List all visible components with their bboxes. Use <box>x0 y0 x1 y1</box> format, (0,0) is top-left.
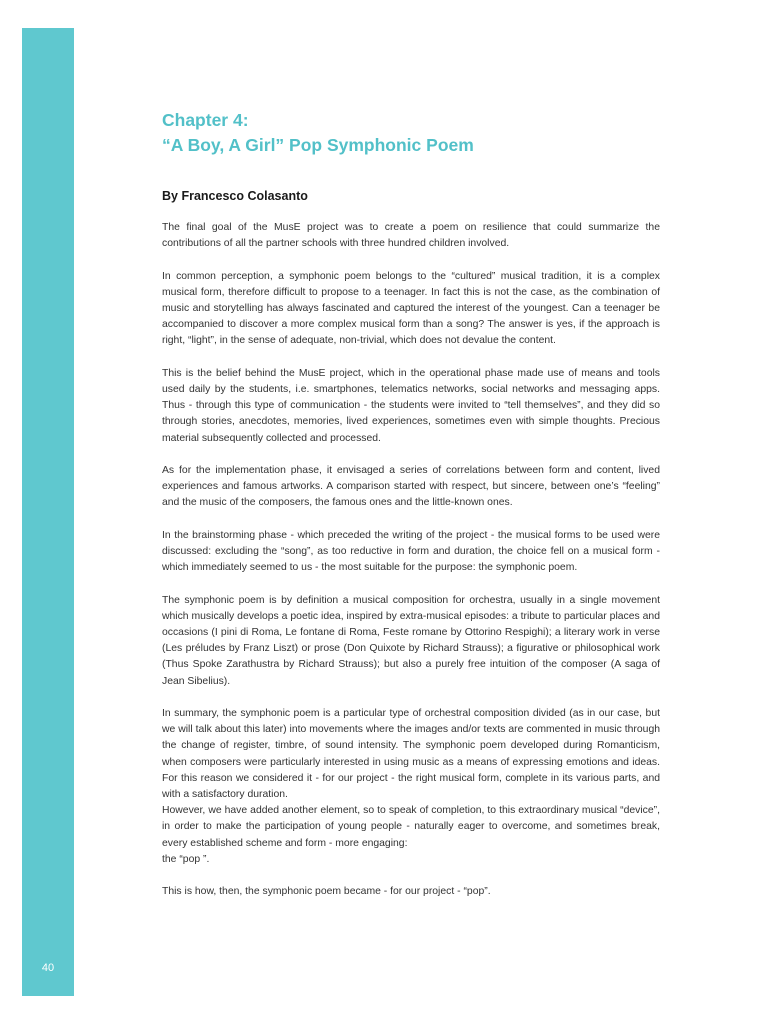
chapter-number: Chapter 4: <box>162 110 249 130</box>
paragraph-brainstorming: In the brainstorming phase - which preceded the writing of the project - the musical forms to be used were discussed: excluding the “song”, as too reductive in form and duration, the choice fell on a musical form - which immediately seemed to us - the most suitable for the purpose: the symphonic poem. <box>162 529 660 574</box>
paragraph-definition: The symphonic poem is by definition a musical composition for orchestra, usually in a single movement which musically develops a poetic idea, inspired by extra-musical episodes: a tribute to particular places and occasions (I pini di Roma, Le fontane di Roma, Feste romane by Ottorino Respighi); a literary work in verse (Les préludes by Franz Liszt) or prose (Don Quixote by Richard Strauss); a figurative or philosophical work (Thus Spoke Zarathustra by Richard Strauss); but also a purely free intuition of the composer (A saga of Jean Sibelius). <box>162 594 660 687</box>
paragraph-however: However, we have added another element, so to speak of completion, to this extraordinary musical “device”, in order to make the participation of young people - naturally eager to overcome, and sometimes break, every established scheme and form - more engaging: <box>162 805 660 849</box>
side-accent-bar <box>22 28 74 996</box>
chapter-title: “A Boy, A Girl” Pop Symphonic Poem <box>162 135 474 155</box>
paragraph-belief: This is the belief behind the MusE project, which in the operational phase made use of means and tools used daily by the students, i.e. smartphones, telematics networks, social networks and messaging apps. Thus - through this type of communication - the students were invited to “tell themselves”, and they did so through stories, anecdotes, memories, lived experiences, sometimes even with simple thoughts. Precious material subsequently collected and processed. <box>162 367 660 444</box>
author-byline: By Francesco Colasanto <box>162 189 308 203</box>
paragraph-implementation: As for the implementation phase, it envisaged a series of correlations between form and content, lived experiences and famous artworks. A comparison started with respect, but sincere, between one’s “feeling” and the music of the composers, the famous ones and the little-known ones. <box>162 465 660 509</box>
paragraph-final-goal: The final goal of the MusE project was to create a poem on resilience that could summarize the contributions of all the partner schools with three hundred children involved. <box>162 222 660 250</box>
paragraph-common-perception: In common perception, a symphonic poem belongs to the “cultured” musical tradition, it is a complex musical form, therefore difficult to propose to a teenager. In fact this is not the case, as the combination of music and storytelling has always fascinated and captured the interest of the youngest. Can a teenager be accompanied to discover a more complex musical form than a song? The answer is yes, if the approach is right, “light”, in the sense of adequate, non-trivial, which does not devalue the content. <box>162 270 660 347</box>
paragraph-conclusion: This is how, then, the symphonic poem became - for our project - “pop”. <box>162 886 491 898</box>
paragraph-summary: In summary, the symphonic poem is a particular type of orchestral composition divided (as in our case, but we will talk about this later) into movements where the images and/or texts are commented in music through the change of register, timbre, of sound intensity. The symphonic poem developed during Romanticism, when composers were particularly interested in using music as a means of expressing emotions and ideas. For this reason we considered it - for our project - the right musical form, complete in its various parts, and with a satisfactory duration. <box>162 708 660 801</box>
paragraph-pop: the “pop ”. <box>162 853 210 865</box>
article-body <box>162 108 660 917</box>
page-number: 40 <box>41 962 55 974</box>
